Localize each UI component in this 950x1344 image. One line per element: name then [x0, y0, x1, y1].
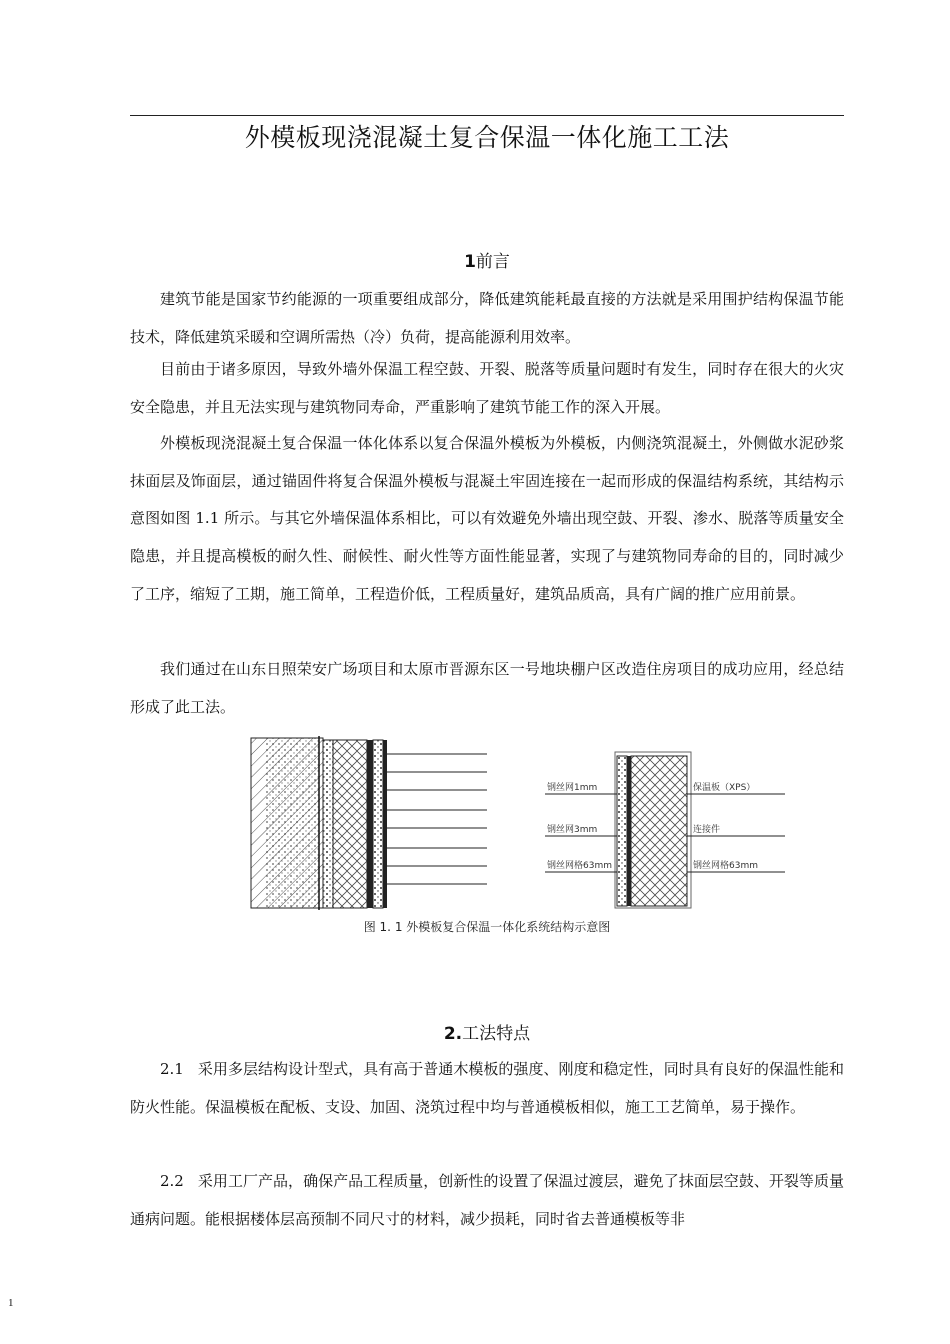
clause-number: 2.2 [160, 1172, 184, 1190]
label-left-2: 钢丝网3mm [547, 825, 598, 835]
figure-caption: 图 1. 1 外模板复合保温一体化系统结构示意图 [363, 920, 611, 934]
label-right-3: 钢丝网格63mm [693, 861, 758, 871]
clause-text: 采用工厂产品，确保产品工程质量，创新性的设置了保温过渡层，避免了抹面层空鼓、开裂等质量通病问题。能根据楼体层高预制不同尺寸的材料，减少损耗，同时省去普通模板等非 [130, 1172, 844, 1228]
label-right-2: 连接件 [693, 825, 721, 835]
section-1-title: 前言 [475, 252, 510, 272]
label-left-3: 钢丝网格63mm [547, 861, 612, 871]
document-title: 外模板现浇混凝土复合保温一体化施工工法 [244, 123, 730, 152]
section-1-number: 1 [464, 252, 476, 272]
header-rule [130, 115, 844, 116]
section-1-paragraph-2: 目前由于诸多原因，导致外墙外保温工程空鼓、开裂、脱落等质量问题时有发生，同时存在很大的火灾安全隐患，并且无法实现与建筑物同寿命，严重影响了建筑节能工作的深入开展。 [130, 360, 844, 416]
section-2-title: 工法特点 [462, 1024, 531, 1044]
clause-text: 采用多层结构设计型式，具有高于普通木模板的强度、刚度和稳定性，同时具有良好的保温性能和防火性能。保温模板在配板、支设、加固、浇筑过程中均与普通模板相似，施工工艺简单，易于操作。 [130, 1060, 844, 1116]
section-1-paragraph-3: 外模板现浇混凝土复合保温一体化体系以复合保温外模板为外模板，内侧浇筑混凝土，外侧做水泥砂浆抹面层及饰面层，通过锚固件将复合保温外模板与混凝土牢固连接在一起而形成的保温结构系统，其结构示意图如图 1.1 所示。与其它外墙保温体系相比，可以有效避免外墙出现空鼓、开裂、渗水、脱落等质量安全隐患，并且提高模板的耐久性、耐候性、耐火性等方面性能显著，实现了与建筑物同寿命的目的，同时减少了工序，缩短了工期，施工简单，工程造价低，工程质量好，建筑品质高，具有广阔的推广应用前景。 [130, 434, 844, 603]
page-number: 1 [8, 1297, 14, 1309]
section-1-paragraph-4: 我们通过在山东日照荣安广场项目和太原市晋源东区一号地块棚户区改造住房项目的成功应用，经总结形成了此工法。 [130, 660, 844, 716]
label-left-1: 钢丝网1mm [547, 783, 598, 793]
section-2-number: 2. [443, 1024, 463, 1044]
label-right-1: 保温板（XPS） [693, 783, 756, 793]
section-2-heading [130, 1019, 844, 1044]
section-1-paragraph-1: 建筑节能是国家节约能源的一项重要组成部分，降低建筑能耗最直接的方法就是采用围护结构保温节能技术，降低建筑采暖和空调所需热（冷）负荷，提高能源利用效率。 [130, 290, 844, 346]
panel-section-diagram [545, 750, 785, 910]
section-1-heading [130, 247, 844, 272]
wall-section-diagram [247, 736, 492, 910]
section-2-paragraph-2 [130, 1163, 844, 1238]
section-2-paragraph-1 [130, 1051, 844, 1126]
clause-number: 2.1 [160, 1060, 184, 1078]
